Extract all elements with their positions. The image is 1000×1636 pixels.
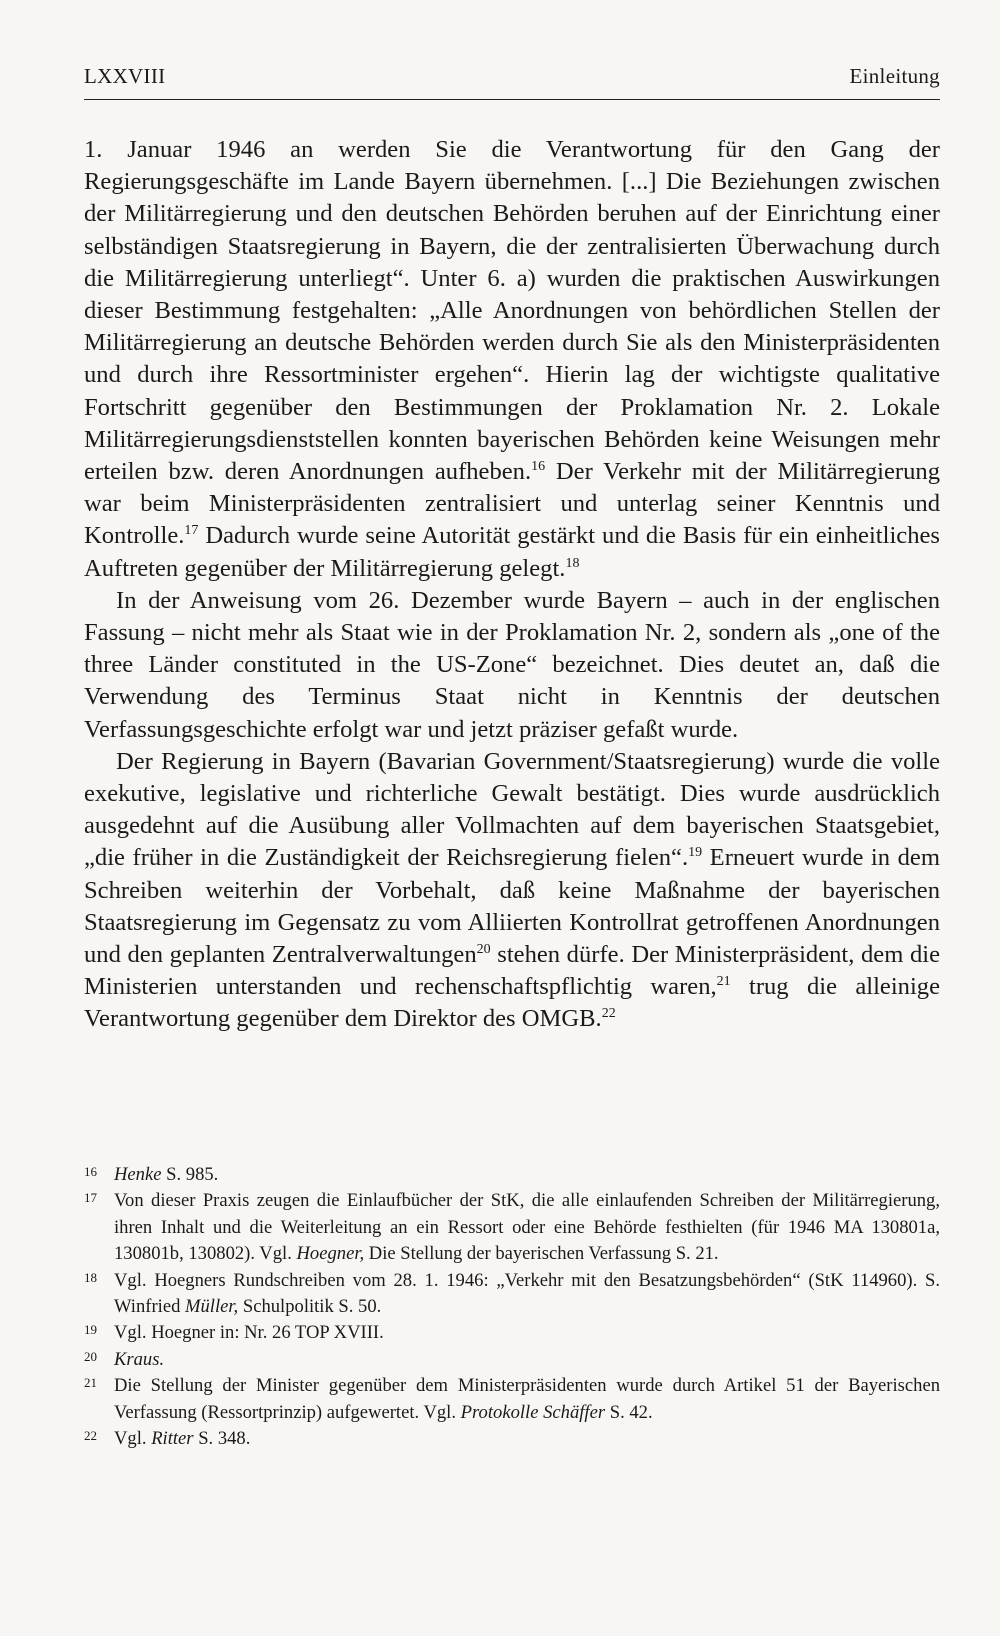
footnote-text-run: Die Stellung der Minister gegenüber dem Ministerpräsidenten wurde durch Artikel 51 der Bayerischen Verfassung (Ressortprinzip) aufgewertet. Vgl. — [114, 1375, 940, 1423]
footnote-18 — [84, 1268, 940, 1321]
footnote-21 — [84, 1373, 940, 1426]
footnote-italic-run: Protokolle Schäffer — [460, 1401, 606, 1423]
running-title: Einleitung — [849, 64, 940, 88]
footnote-text-run: Vgl. Hoegner in: Nr. 26 TOP XVIII. — [114, 1322, 384, 1344]
footnote-italic-run: Henke — [114, 1164, 162, 1185]
text-run: stehen dürfe. Der Ministerpräsident, dem die Ministerien unterstanden und rechenschaftspflichtig waren, — [84, 941, 940, 1001]
footnote-text-run: Vgl. — [114, 1428, 152, 1450]
footnote-20 — [84, 1347, 940, 1373]
footnote-ref-16: 16 — [531, 459, 546, 475]
footnote-ref-18: 18 — [565, 555, 580, 571]
footnote-number: 16 — [84, 1164, 97, 1179]
running-header — [84, 64, 940, 89]
footnote-ref-17: 17 — [184, 523, 199, 539]
footnotes — [84, 1162, 940, 1452]
text-run: Erneuert wurde in dem Schreiben weiterhin der Vorbehalt, daß keine Maßnahme der bayerischen Staatsregierung im Gegensatz zu vom Alliierten Kontrollrat getroffenen Anordnungen und den geplanten Zentralverwaltungen — [84, 844, 940, 969]
footnote-16 — [84, 1162, 940, 1188]
paragraph-2: In der Anweisung vom 26. Dezember wurde Bayern – auch in der englischen Fassung – nicht mehr als Staat wie in der Proklamation Nr. 2, sondern als „one of the three Länder constituted in the US-Zone“ bezeichnet. Dies deutet an, daß die Verwendung des Terminus Staat nicht in Kenntnis der deutschen Verfassungsgeschichte erfolgt war und jetzt präziser gefaßt wurde. — [84, 586, 940, 743]
page-number: LXXVIII — [84, 64, 166, 88]
footnote-number: 19 — [84, 1322, 97, 1338]
footnote-19 — [84, 1320, 940, 1346]
footnote-italic-run: Kraus. — [114, 1348, 165, 1370]
footnote-ref-19: 19 — [688, 845, 703, 861]
footnote-italic-run: Müller, — [185, 1296, 239, 1318]
footnote-ref-21: 21 — [716, 974, 731, 990]
footnote-text-run: S. 985. — [161, 1164, 219, 1185]
footnote-text-run: Die Stellung der bayerischen Verfassung S. 21. — [364, 1243, 719, 1265]
footnote-number: 21 — [84, 1375, 97, 1391]
footnote-text — [114, 1188, 940, 1267]
text-run: Der Verkehr mit der Militärregierung war beim Ministerpräsidenten zentralisiert und unterlag seiner Kenntnis und Kontrolle. — [84, 458, 940, 550]
footnote-number: 18 — [84, 1269, 97, 1285]
text-run: Der Regierung in Bayern (Bavarian Government/Staatsregierung) wurde die volle exekutive, legislative und richterliche Gewalt bestätigt. Dies wurde ausdrücklich ausgedehnt auf die Ausübung aller Vollmachten auf dem bayerischen Staatsgebiet, „die früher in die Zuständigkeit der Reichsregierung fielen“. — [84, 747, 940, 872]
footnote-text-run: Von dieser Praxis zeugen die Einlaufbücher der StK, die alle einlaufenden Schreiben der Militärregierung, ihren Inhalt und die Weiterleitung an ein Ressort oder eine Behörde festhielten (für 1946 MA 130801a, 130801b, 130802). Vgl. — [114, 1190, 940, 1265]
paragraph-3 — [84, 746, 940, 1036]
footnote-italic-run: Ritter — [151, 1428, 194, 1450]
body-text — [84, 134, 940, 1036]
footnote-text — [114, 1373, 940, 1426]
footnote-text-run: Schulpolitik S. 50. — [238, 1296, 382, 1318]
footnote-number: 17 — [84, 1190, 97, 1206]
footnote-text — [114, 1320, 940, 1346]
footnote-text-run: Vgl. Hoegners Rundschreiben vom 28. 1. 1946: „Verkehr mit den Besatzungsbehörden“ (StK 114960). S. Winfried — [114, 1269, 940, 1318]
footnote-text — [114, 1268, 940, 1321]
footnote-number: 22 — [84, 1428, 97, 1444]
footnote-italic-run: Hoegner, — [296, 1243, 365, 1265]
footnote-text — [114, 1162, 940, 1188]
text-run: 1. Januar 1946 an werden Sie die Verantwortung für den Gang der Regierungsgeschäfte im Lande Bayern übernehmen. [...] Die Beziehungen zwischen der Militärregierung und den deutschen Behörden beruhen auf der Einrichtung einer selbständigen Staatsregierung in Bayern, die der zentralisierten Überwachung durch die Militärregierung unterliegt“. Unter 6. a) wurden die praktischen Auswirkungen dieser Bestimmung festgehalten: „Alle Anordnungen von behördlichen Stellen der Militärregierung an deutsche Behörden werden durch Sie als den Ministerpräsidenten und durch ihre Ressortminister ergehen“. Hierin lag der wichtigste qualitative Fortschritt gegenüber den Bestimmungen der Proklamation Nr. 2. Lokale Militärregierungsdienststellen konnten bayerischen Behörden keine Weisungen mehr erteilen bzw. deren Anordnungen aufheben. — [84, 136, 940, 486]
footnote-22 — [84, 1426, 940, 1452]
paragraph-1 — [84, 134, 940, 585]
text-run: trug die alleinige Verantwortung gegenüber dem Direktor des OMGB. — [84, 973, 940, 1033]
footnote-text-run: S. 42. — [605, 1401, 653, 1423]
footnote-ref-22: 22 — [601, 1006, 616, 1022]
header-rule — [84, 99, 940, 100]
footnote-ref-20: 20 — [476, 942, 491, 958]
text-run: Dadurch wurde seine Autorität gestärkt und die Basis für ein einheitliches Auftreten gegenüber der Militärregierung gelegt. — [84, 522, 940, 582]
footnote-text-run: S. 348. — [193, 1428, 251, 1450]
footnote-text — [114, 1347, 940, 1373]
footnote-17 — [84, 1188, 940, 1267]
footnote-number: 20 — [84, 1348, 97, 1364]
footnote-text — [114, 1426, 940, 1452]
